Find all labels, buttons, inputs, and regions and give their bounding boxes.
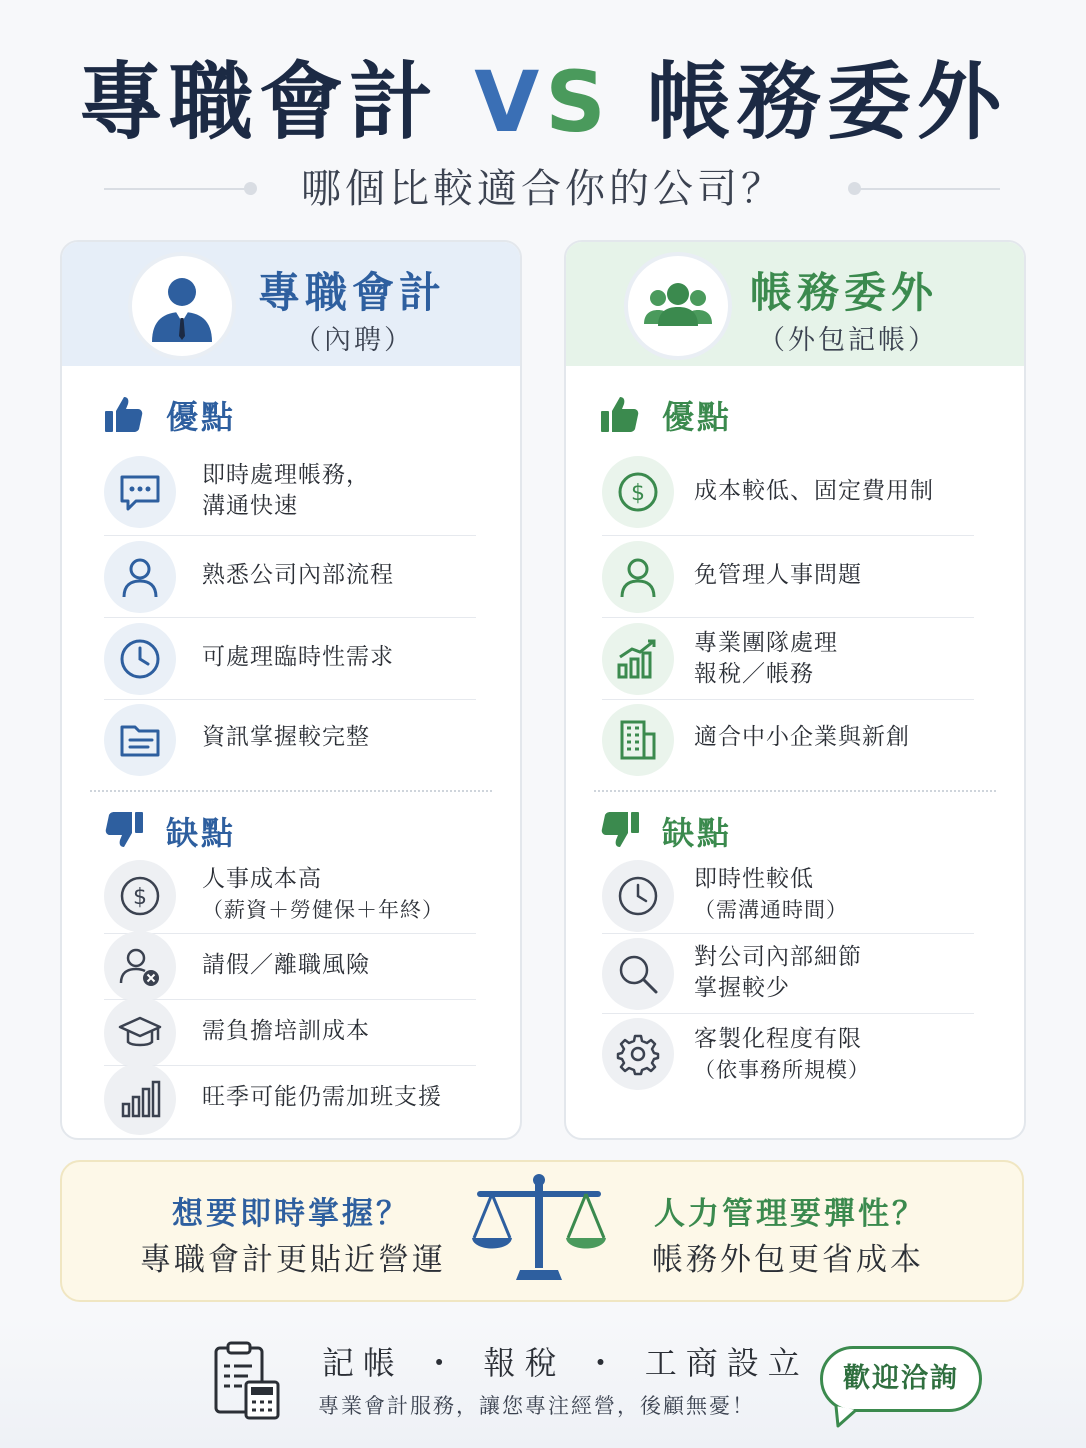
item-text: 掌握較少	[694, 975, 790, 1001]
item-text: （薪資＋勞健保＋年終）	[202, 898, 444, 922]
list-item	[602, 618, 974, 700]
thumbs-down-icon	[600, 810, 640, 850]
bar-chart-icon	[104, 1063, 176, 1135]
item-text: 報稅／帳務	[694, 661, 814, 687]
item-text: （需溝通時間）	[694, 898, 848, 922]
banner-left-question: 想要即時掌握？	[172, 1196, 410, 1232]
svg-text:$: $	[133, 885, 147, 910]
list-item	[602, 1014, 974, 1094]
contact-button[interactable]: 歡迎洽詢	[820, 1346, 982, 1412]
banner-right-answer: 帳務外包更省成本	[652, 1242, 924, 1278]
thumbs-up-icon	[600, 394, 640, 434]
item-text: 客製化程度有限	[694, 1026, 862, 1052]
businessman-icon	[146, 270, 218, 342]
dollar-icon	[104, 860, 176, 932]
cons-header	[104, 808, 404, 852]
speech-tail-icon	[834, 1406, 858, 1428]
cons-header	[600, 808, 900, 852]
pros-label: 優點	[662, 398, 733, 436]
card-outsourced-bookkeeping	[564, 240, 1026, 1140]
list-item	[104, 448, 476, 536]
item-text: 資訊掌握較完整	[202, 724, 370, 750]
person-icon	[602, 541, 674, 613]
card-subtitle: （外包記帳）	[758, 325, 938, 356]
list-item	[104, 1066, 476, 1132]
card-header	[62, 242, 520, 366]
list-item	[602, 700, 974, 780]
section-divider	[90, 790, 492, 792]
title-left: 專職會計	[78, 53, 439, 151]
item-text: 人事成本高	[202, 866, 322, 892]
card-title: 帳務委外	[750, 268, 939, 317]
graduation-cap-icon	[104, 997, 176, 1069]
pros-header	[104, 392, 404, 436]
list-item	[104, 858, 476, 934]
avatar	[128, 252, 236, 360]
footer-tagline: 專業會計服務，讓您專注經營，後顧無憂！	[318, 1394, 755, 1418]
banner-left-answer: 專職會計更貼近營運	[140, 1242, 446, 1278]
thumbs-down-icon	[104, 810, 144, 850]
person-x-icon	[104, 931, 176, 1003]
chat-bubble-icon	[104, 456, 176, 528]
item-text: 免管理人事問題	[694, 562, 862, 588]
title-v: V	[474, 53, 546, 151]
clock-icon	[602, 860, 674, 932]
banner-right-question: 人力管理要彈性？	[654, 1196, 926, 1232]
cons-label: 缺點	[166, 814, 237, 852]
dollar-icon	[602, 456, 674, 528]
list-item	[602, 452, 974, 536]
list-item	[104, 536, 476, 618]
item-text: 成本較低、固定費用制	[694, 478, 934, 504]
list-item	[104, 1000, 476, 1066]
item-text: 需負擔培訓成本	[202, 1018, 370, 1044]
item-text: 即時處理帳務，	[202, 462, 370, 488]
section-divider	[594, 790, 996, 792]
pros-label: 優點	[166, 398, 237, 436]
avatar	[624, 252, 732, 360]
group-icon	[642, 270, 714, 342]
clock-icon	[104, 623, 176, 695]
balance-scale-icon	[470, 1172, 608, 1286]
person-icon	[104, 541, 176, 613]
subtitle-divider-right	[856, 188, 1000, 190]
list-item	[104, 934, 476, 1000]
svg-text:$: $	[631, 481, 645, 506]
folder-icon	[104, 704, 176, 776]
card-in-house-accountant	[60, 240, 522, 1140]
item-text: 請假／離職風險	[202, 952, 370, 978]
item-text: 對公司內部細節	[694, 944, 862, 970]
card-subtitle: （內聘）	[294, 325, 414, 356]
thumbs-up-icon	[104, 394, 144, 434]
footer-services: 記帳 ・ 報稅 ・ 工商設立	[322, 1344, 809, 1382]
list-item	[602, 858, 974, 934]
item-text: 熟悉公司內部流程	[202, 562, 394, 588]
main-title	[0, 52, 1086, 152]
list-item	[104, 618, 476, 700]
item-text: 可處理臨時性需求	[202, 644, 394, 670]
subtitle-row	[0, 162, 1086, 216]
item-text: 即時性較低	[694, 866, 814, 892]
item-text: 旺季可能仍需加班支援	[202, 1084, 442, 1110]
title-right: 帳務委外	[647, 53, 1008, 151]
subtitle: 哪個比較適合你的公司？	[301, 166, 785, 212]
item-text: （依事務所規模）	[694, 1058, 870, 1082]
item-text: 溝通快速	[202, 493, 298, 519]
list-item	[104, 700, 476, 780]
gear-icon	[602, 1018, 674, 1090]
card-header	[566, 242, 1024, 366]
item-text: 適合中小企業與新創	[694, 724, 910, 750]
clipboard-calculator-icon	[212, 1340, 282, 1420]
pros-header	[600, 392, 900, 436]
cons-label: 缺點	[662, 814, 733, 852]
building-icon	[602, 704, 674, 776]
list-item	[602, 934, 974, 1014]
growth-chart-icon	[602, 623, 674, 695]
footer	[0, 1316, 1086, 1448]
list-item	[602, 536, 974, 618]
magnifier-icon	[602, 938, 674, 1010]
item-text: 專業團隊處理	[694, 630, 838, 656]
title-s: S	[545, 53, 612, 151]
summary-banner	[60, 1160, 1024, 1302]
card-title: 專職會計	[258, 268, 447, 317]
